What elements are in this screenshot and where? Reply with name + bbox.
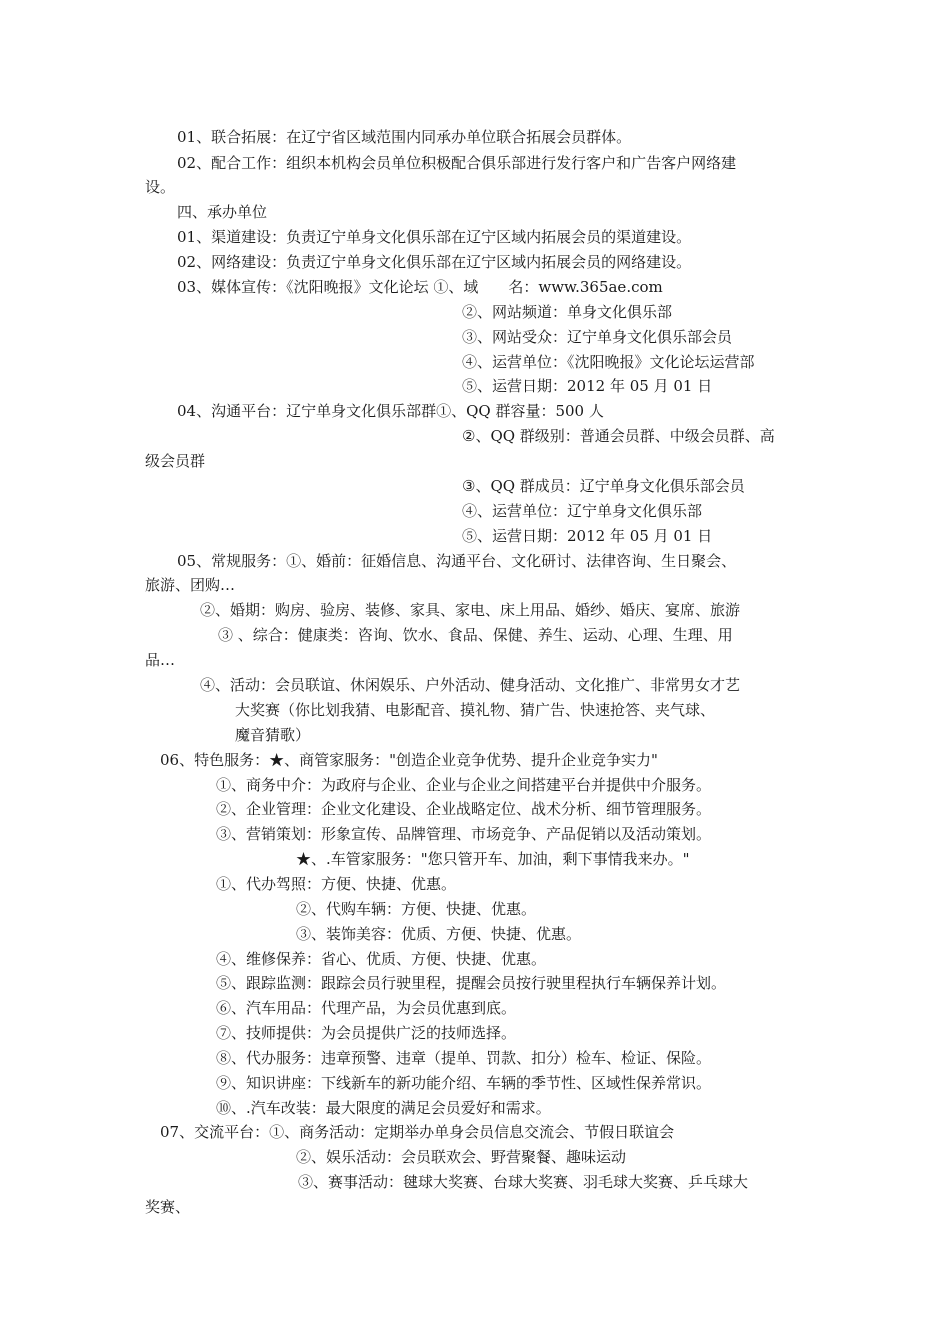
text-line: 02、网络建设：负责辽宁单身文化俱乐部在辽宁区域内拓展会员的网络建设。	[177, 253, 692, 271]
text-line: 旅游、团购…	[145, 576, 236, 594]
text-line: ④、活动：会员联谊、休闲娱乐、户外活动、健身活动、文化推广、非常男女才艺	[200, 676, 741, 694]
text-line: 05、常规服务：①、婚前：征婚信息、沟通平台、文化研讨、法律咨询、生日聚会、	[177, 552, 737, 570]
text-line: ①、商务中介：为政府与企业、企业与企业之间搭建平台并提供中介服务。	[216, 776, 712, 794]
text-line: 04、沟通平台：辽宁单身文化俱乐部群①、QQ 群容量：500 人	[177, 402, 604, 420]
text-line: ③、QQ 群成员：辽宁单身文化俱乐部会员	[462, 477, 745, 495]
text-line: ⑧、代办服务：违章预警、违章（提单、罚款、扣分）检车、检证、保险。	[216, 1049, 712, 1067]
text-line: ⑤、跟踪监测：跟踪会员行驶里程，提醒会员按行驶里程执行车辆保养计划。	[216, 974, 727, 992]
text-line: ③、营销策划：形象宣传、品牌管理、市场竞争、产品促销以及活动策划。	[216, 825, 712, 843]
text-line: 大奖赛（你比划我猜、电影配音、摸礼物、猜广告、快速抢答、夹气球、	[235, 701, 716, 719]
text-line: ②、代购车辆：方便、快捷、优惠。	[296, 900, 537, 918]
text-line: ⑤、运营日期：2012 年 05 月 01 日	[462, 527, 713, 545]
text-line: 01、联合拓展：在辽宁省区域范围内同承办单位联合拓展会员群体。	[177, 128, 632, 146]
section-heading: 四、承办单位	[177, 203, 268, 221]
text-line: ④、运营单位：《沈阳晚报》文化论坛运营部	[462, 353, 755, 371]
text-line: ③ 、综合：健康类：咨询、饮水、食品、保健、养生、运动、心理、生理、用	[218, 626, 733, 644]
text-line: ⑨、知识讲座：下线新车的新功能介绍、车辆的季节性、区域性保养常识。	[216, 1074, 712, 1092]
text-line: ④、维修保养：省心、优质、方便、快捷、优惠。	[216, 950, 547, 968]
text-line: 03、媒体宣传：《沈阳晚报》文化论坛 ①、域 名：www.365ae.com	[177, 278, 663, 296]
text-line: 设。	[145, 178, 176, 196]
text-line: ②、娱乐活动：会员联欢会、野营聚餐、趣味运动	[296, 1148, 627, 1166]
text-line: 02、配合工作：组织本机构会员单位积极配合俱乐部进行发行客户和广告客户网络建	[177, 154, 737, 172]
text-line: ★、.车管家服务："您只管开车、加油，剩下事情我来办。"	[296, 850, 690, 868]
text-line: 06、特色服务：★、商管家服务："创造企业竞争优势、提升企业竞争实力"	[160, 751, 658, 769]
text-line: ②、企业管理：企业文化建设、企业战略定位、战术分析、细节管理服务。	[216, 800, 712, 818]
text-line: 01、渠道建设：负责辽宁单身文化俱乐部在辽宁区域内拓展会员的渠道建设。	[177, 228, 692, 246]
text-line: ⑩、.汽车改装：最大限度的满足会员爱好和需求。	[216, 1099, 551, 1117]
text-line: ①、代办驾照：方便、快捷、优惠。	[216, 875, 457, 893]
text-line: ⑥、汽车用品：代理产品，为会员优惠到底。	[216, 999, 517, 1017]
text-line: ③、装饰美容：优质、方便、快捷、优惠。	[296, 925, 582, 943]
text-line: ②、网站频道：单身文化俱乐部	[462, 303, 673, 321]
text-line: ②、婚期：购房、验房、装修、家具、家电、床上用品、婚纱、婚庆、宴席、旅游	[200, 601, 741, 619]
text-line: ⑤、运营日期：2012 年 05 月 01 日	[462, 377, 713, 395]
text-line: ③、网站受众：辽宁单身文化俱乐部会员	[462, 328, 733, 346]
text-line: ⑦、技师提供：为会员提供广泛的技师选择。	[216, 1024, 517, 1042]
text-line: 魔音猜歌）	[235, 726, 311, 744]
text-line: ②、QQ 群级别：普通会员群、中级会员群、高	[462, 427, 775, 445]
text-line: 品…	[145, 651, 176, 669]
text-line: ④、运营单位：辽宁单身文化俱乐部	[462, 502, 703, 520]
text-line: 07、交流平台：①、商务活动：定期举办单身会员信息交流会、节假日联谊会	[160, 1123, 675, 1141]
text-line: 级会员群	[145, 452, 206, 470]
text-line: ③、赛事活动：毽球大奖赛、台球大奖赛、羽毛球大奖赛、乒乓球大	[298, 1173, 749, 1191]
text-line: 奖赛、	[145, 1198, 191, 1216]
